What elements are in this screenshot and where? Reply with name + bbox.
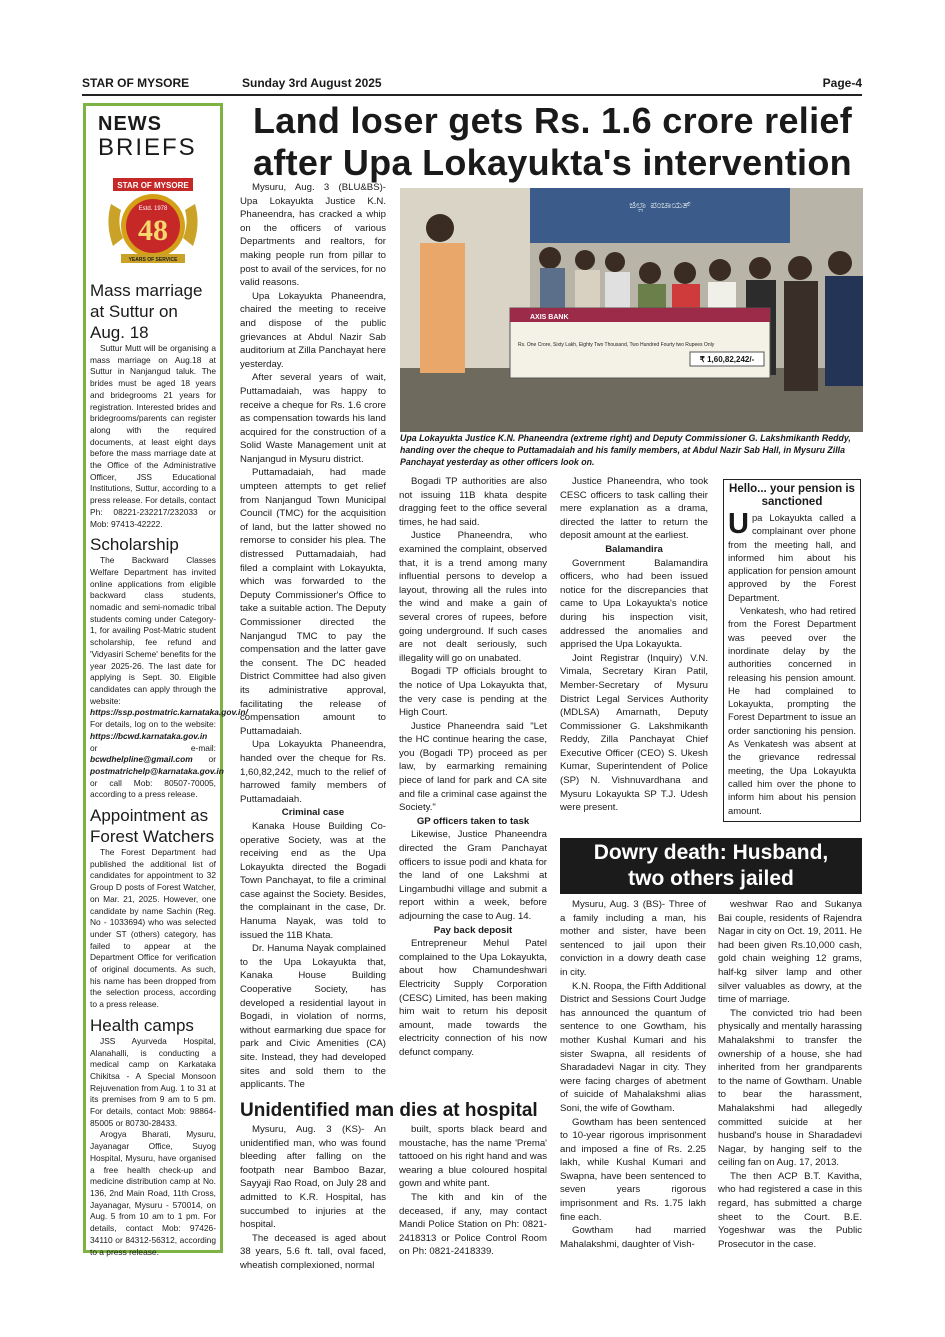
brief-body-health-camps-2: Arogya Bharati, Mysuru, Jayanagar Office, Suyog Hospital, Mysuru, have organised a free health check-up and medicine distribution camp at No. 136, 2nd Main Road, 11th Cross, Jayanagar, Mysuru - 570014, on Aug. 5 from 10 am to 1 pm. For details, contact Mob: 97426-34110 or 84312-56312, according to a press release. bbox=[90, 1129, 216, 1257]
subhead-gp-officers: GP officers taken to task bbox=[416, 815, 530, 827]
lead-column-1 bbox=[240, 181, 386, 1096]
scholarship-link-ssp[interactable]: https://ssp.postmatric.karnataka.gov.in/ bbox=[90, 707, 248, 718]
unidentified-paragraph: The kith and kin of the deceased, if any, may contact Mandi Police Station on Ph: 0821-2418313 or Police Control Room on Ph: 0821-2418339. bbox=[399, 1191, 547, 1258]
logo-number: 48 bbox=[138, 214, 168, 247]
brief-body-forest-watchers: The Forest Department had published the additional list of candidates for appointment to 32 Group D posts of Forest Watcher, on Mar. 21, 2025. However, one candidate by name Sachin (Reg. No - 1033694) who was selected under ST (others) category, has failed to appear at the Department Office for verification of original documents. As such, his name has been dropped from the selection process, according to a press release. bbox=[90, 847, 216, 1010]
brief-heading-forest-watchers: Appointment as Forest Watchers bbox=[90, 806, 215, 847]
unidentified-headline: Unidentified man dies at hospital bbox=[240, 1100, 538, 1121]
dowry-paragraph: Gowtham had married Mahalakshmi, daughter of Vish- bbox=[560, 1225, 706, 1250]
lead-paragraph: Justice Phaneendra, who took CESC officers to task calling their mere explanation as a drama, directed the latter to return the deposit amount at the earliest. bbox=[560, 476, 708, 542]
dowry-paragraph: The convicted trio had been physically and mentally harassing Mahalakshmi to transfer the ownership of a house, she had inherited from her grandparents to the name of Gowtham. Unable to bear the harassment, Mahalakshmi had allegedly committed suicide at her husband's house in Sharadadevi Nagar, by hanging self to the ceiling fan on Aug. 17, 2013. bbox=[718, 1007, 862, 1169]
dowry-headline-line-2: two others jailed bbox=[628, 867, 794, 890]
pension-paragraph-2: Venkatesh, who had retired from the Forest Department was peeved over the inordinate delay by the authorities concerned in releasing his pension amount. He had complained to Lokayukta, prompting the Forest Department to issue an order sanctioning his pension. As Venkatesh was absent at the grievance redressal meeting, the Upa Lokayukta called him over the phone to inform him about his pension amount. bbox=[728, 605, 856, 816]
masthead bbox=[82, 74, 862, 96]
scholarship-link-bcwd[interactable]: https://bcwd.karnataka.gov.in bbox=[90, 730, 208, 741]
logo-ribbon: YEARS OF SERVICE bbox=[128, 257, 178, 263]
pension-dropcap: U bbox=[728, 508, 749, 540]
dowry-column-2 bbox=[718, 898, 862, 1266]
subhead-criminal-case: Criminal case bbox=[281, 807, 345, 819]
photo-caption: Upa Lokayukta Justice K.N. Phaneendra (extreme right) and Deputy Commissioner G. Lakshmikanth Reddy, handing over the cheque to Puttamadaiah and his family members, at Abdul Nazir Sab Hall, in Mysuru Zilla Panchayat yesterday as other officers look on. bbox=[400, 433, 851, 467]
scholarship-email-2[interactable]: postmatrichelp@karnataka.gov.in bbox=[90, 765, 224, 776]
brief-body-scholarship bbox=[90, 555, 248, 801]
logo-estd: Estd. 1978 bbox=[138, 206, 168, 212]
lead-paragraph: Justice Phaneendra, who examined the complaint, observed that, it is a trend among many influential persons to develop a layout, throwing all the rules into the wind and make a gain of several crores of rupees, before going underground. If such cases are not dealt seriously, such illegality will go on unabated. bbox=[399, 530, 547, 664]
photo-banner: ಜಿಲ್ಲಾ ಪಂಚಾಯತ್ bbox=[629, 200, 691, 211]
lead-paragraph: Government Balamandira officers, who had been issued notice for the discrepancies that came to Upa Lokayukta's notice during his inspection visit, addressed the anomalies and apprised the Upa Lokayukta. bbox=[560, 557, 708, 651]
scholarship-text-5: or call Mob: 80507-70005, according to a press release. bbox=[90, 777, 216, 800]
anniversary-logo bbox=[103, 174, 203, 274]
pension-body bbox=[728, 508, 856, 817]
brief-heading-scholarship: Scholarship bbox=[90, 535, 179, 555]
scholarship-text: The Backward Classes Welfare Department has invited online applications from eligible backward class students, nomadic and semi-nomadic tribal students coming under Category-1, for availing Post-Matric student scholarship, fee refund and 'Vidyasiri Scheme' benefits for the year 2025-26. The last date for applying is Sept. 30. Eligible candidates can apply through the website: bbox=[90, 555, 216, 706]
lead-paragraph: Justice Phaneendra said "Let the HC continue hearing the case, you (Bogadi TP) proceed as per law, by earmarking remaining piece of land for park and CA site and file a criminal case against the Society." bbox=[399, 720, 547, 814]
brief-body-mass-marriage: Suttur Mutt will be organising a mass marriage on Aug.18 at Suttur in Nanjangud taluk. The brides must be aged 18 years and bridegrooms 21 years for registration. Interested brides and bridegrooms/parents can register along with the required documents, at least eight days before the mass marriage date at the Office of the Administrative Officer, JSS Educational Institutions, Suttur, according to a press release. For details, contact Ph: 08221-232217/232033 or Mob: 97413-42222. bbox=[90, 343, 216, 529]
page-number: Page-4 bbox=[822, 76, 862, 90]
subhead-pay-back-deposit: Pay back deposit bbox=[433, 924, 513, 936]
dowry-paragraph: Gowtham has been sentenced to 10-year rigorous imprisonment and imposed a fine of Rs. 2.25 lakh, while Kushal Kumari and Swapna, have been sentenced to seven years rigorous imprisonment and Rs. 1.75 lakh fine each. bbox=[560, 1116, 706, 1223]
pension-box bbox=[723, 479, 861, 822]
subhead-balamandira: Balamandira bbox=[605, 543, 663, 555]
lead-paragraph: Dr. Hanuma Nayak complained to the Upa Lokayukta that, Kanaka House Building Cooperative Society, has developed a residential layout in Bogadi, in violation of norms, without earmarking due space for park and Civic Amenities (CA) site. Instead, they had developed sites and sold them to the applicants. The bbox=[240, 943, 386, 1091]
dowry-paragraph: The then ACP B.T. Kavitha, who had registered a case in this regard, has submitted a charge sheet to the Court. B.E. Yogeshwar was the Public Prosecutor in the case. bbox=[718, 1170, 862, 1250]
unidentified-paragraph: built, sports black beard and moustache, has the name 'Prema' tattooed on his right hand and was wearing a blue coloured hospital gown and white pant. bbox=[399, 1124, 547, 1190]
lead-paragraph: After several years of wait, Puttamadaiah, was happy to receive a cheque for Rs. 1.6 crore as compensation towards his land acquired for the construction of a Solid Waste Management unit at Nanjangud in Mysuru district. bbox=[240, 372, 386, 465]
lead-headline-line-1: Land loser gets Rs. 1.6 crore relief bbox=[252, 100, 853, 141]
briefs-title-briefs: BRIEFS bbox=[98, 134, 197, 161]
news-briefs-panel bbox=[83, 103, 248, 1257]
lead-paragraph: Upa Lokayukta Phaneendra, handed over the cheque for Rs. 1,60,82,242, much to the relief of harrowed family members of Puttamadaiah. bbox=[240, 739, 386, 805]
lead-photo bbox=[400, 188, 863, 432]
lead-paragraph: Bogadi TP officials brought to the notice of Upa Lokayukta that, the very case is pending at the High Court. bbox=[399, 666, 547, 719]
photo-bank-name: AXIS BANK bbox=[530, 314, 569, 321]
unidentified-paragraph: The deceased is aged about 38 years, 5.6 ft. tall, oval faced, wheatish complexioned, normal bbox=[240, 1232, 386, 1271]
dowry-paragraph: Mysuru, Aug. 3 (BS)- Three of a family including a man, his mother and sister, have been sentenced to jail upon their conviction in a dowry death case in city. bbox=[560, 899, 706, 978]
dowry-headline-line-1: Dowry death: Husband, bbox=[593, 841, 829, 864]
brief-heading-health-camps: Health camps bbox=[90, 1015, 194, 1035]
lead-paragraph: Kanaka House Building Co-operative Society, was at the receiving end as the Upa Lokayukta directed the Bogadi Town Panchayat, to file a criminal case against the Society. Besides, the complainant in the case, Dr. Hanuma Nayak, was told to issued the 11B Khata. bbox=[240, 820, 386, 941]
lead-paragraph: Likewise, Justice Phaneendra directed the Gram Panchayat officers to issue podi and khata for the land of one Lakshmi at Lingambudhi village and submit a report within a week, before adjourning the case to Aug. 14. bbox=[399, 829, 547, 922]
brief-heading-mass-marriage: Mass marriage at Suttur on Aug. 18 bbox=[90, 281, 203, 342]
pension-paragraph-1: pa Lokayukta called a complainant over phone from the meeting hall, and informed him about his application for pension amount approved by the Forest Department. bbox=[728, 512, 856, 603]
lead-paragraph: Puttamadaiah, had made umpteen attempts to get relief from Nanjangud Town Municipal Council (TMC) for the acquisition of land, but the latter showed no remorse to consider his plea. The distressed Puttamadaiah, had filed a complaint with Lokayukta, which was forwarded to the Deputy Commissioner's Office to take a suitable action. The Deputy Commissioner directed the Nanjangud TMC to pay the compensation and the latter gave the consent. The DC headed District Committee had also given its administrative approval, facilitating the release of compensation amount to Puttamadaiah. bbox=[240, 467, 386, 737]
logo-paper-name: STAR OF MYSORE bbox=[117, 181, 189, 190]
lead-paragraph: Bogadi TP authorities are also not issuing 11B khata despite dragging feet to the office several times, he had said. bbox=[399, 476, 547, 528]
lead-paragraph: Mysuru, Aug. 3 (BLU&BS)- Upa Lokayukta Justice K.N. Phaneendra, has cracked a whip on the officers of various Departments and realtors, for making people run from pillar to post to avail of the services, for no valid reasons. bbox=[240, 182, 386, 289]
scholarship-text-4: or bbox=[208, 754, 216, 765]
lead-headline bbox=[240, 100, 865, 184]
photo-cheque-words: Rs. One Crore, Sixty Lakh, Eighty Two Thousand, Two Hundred Fourty two Rupees Only bbox=[518, 342, 715, 348]
issue-date: Sunday 3rd August 2025 bbox=[242, 76, 382, 90]
unidentified-column-1 bbox=[240, 1123, 386, 1271]
lead-column-3 bbox=[560, 475, 708, 830]
briefs-title bbox=[86, 106, 220, 160]
scholarship-email-1[interactable]: bcwdhelpline@gmail.com bbox=[90, 754, 193, 765]
lead-column-2 bbox=[399, 475, 547, 1095]
briefs-title-news: NEWS bbox=[98, 113, 162, 135]
dowry-headline bbox=[560, 838, 862, 894]
dowry-paragraph: K.N. Roopa, the Fifth Additional District and Sessions Court Judge has announced the quantum of sentence to one Gowtham, his mother Kushal Kumari and his sister Swapna, all residents of Sharadadevi Nagar in city. They were facing charges of abetment of suicide of Mahalakshmi alias Soni, the wife of Gowtham. bbox=[560, 980, 706, 1114]
dowry-column-1 bbox=[560, 898, 706, 1266]
unidentified-column-2 bbox=[399, 1123, 547, 1268]
photo-cheque-amount: ₹ 1,60,82,242/- bbox=[699, 355, 755, 364]
lead-paragraph: Joint Registrar (Inquiry) V.N. Vimala, Secretary Kiran Patil, Member-Secretary of Mysuru District Legal Services Authority (MDLSA) Amarnath, Deputy Commissioner G. Lakshmikanth Reddy, Zilla Panchayat Chief Executive Officer (CEO) S. Ukesh Kumar, Superintendent of Police (SP) N. Vishnuvardhana and Mysuru Lokayukta SP T.J. Udesh were present. bbox=[560, 652, 708, 814]
pension-heading: Hello... your pension is sanctioned bbox=[729, 483, 855, 508]
lead-paragraph: Entrepreneur Mehul Patel complained to the Upa Lokayukta, about how Chamundeshwari Electricity Supply Corporation (CESC) Limited, has been making him wait to return his deposit amount, made towards the electricity connection of his now defunct company. bbox=[399, 938, 547, 1058]
photo-illustration bbox=[400, 188, 863, 432]
lead-headline-line-2: after Upa Lokayukta's intervention bbox=[253, 142, 852, 183]
unidentified-paragraph: Mysuru, Aug. 3 (KS)- An unidentified man, who was found bleeding after falling on the footpath near Bamboo Bazar, Sayyaji Rao Road, on July 28 and admitted to K.R. Hospital, has succumbed to injuries at the hospital. bbox=[240, 1124, 386, 1231]
dowry-paragraph: weshwar Rao and Sukanya Bai couple, residents of Rajendra Nagar in city on Oct. 19, 2011. He had been given Rs.10,000 cash, gold chain weighing 12 grams, half-kg silver lamp and other silver valuables as dowry, at the time of marriage. bbox=[718, 899, 862, 1006]
lead-paragraph: Upa Lokayukta Phaneendra, chaired the meeting to receive and dispose of the public grievances at Abdul Nazir Sab auditorium at Zilla Panchayat here yesterday. bbox=[240, 290, 386, 370]
scholarship-text-3: or e-mail: bbox=[90, 742, 216, 753]
paper-name: STAR OF MYSORE bbox=[82, 76, 190, 90]
scholarship-text-2: For details, log on to the website: bbox=[90, 719, 216, 730]
brief-body-health-camps-1: JSS Ayurveda Hospital, Alanahalli, is conducting a medical camp on Karkataka Chikitsa - A Special Monsoon Rejuvenation from Aug. 1 to 31 at its premises from 9 am to 5 pm. For details, contact Mob: 98864-85005 or 80730-28433. bbox=[90, 1035, 216, 1128]
